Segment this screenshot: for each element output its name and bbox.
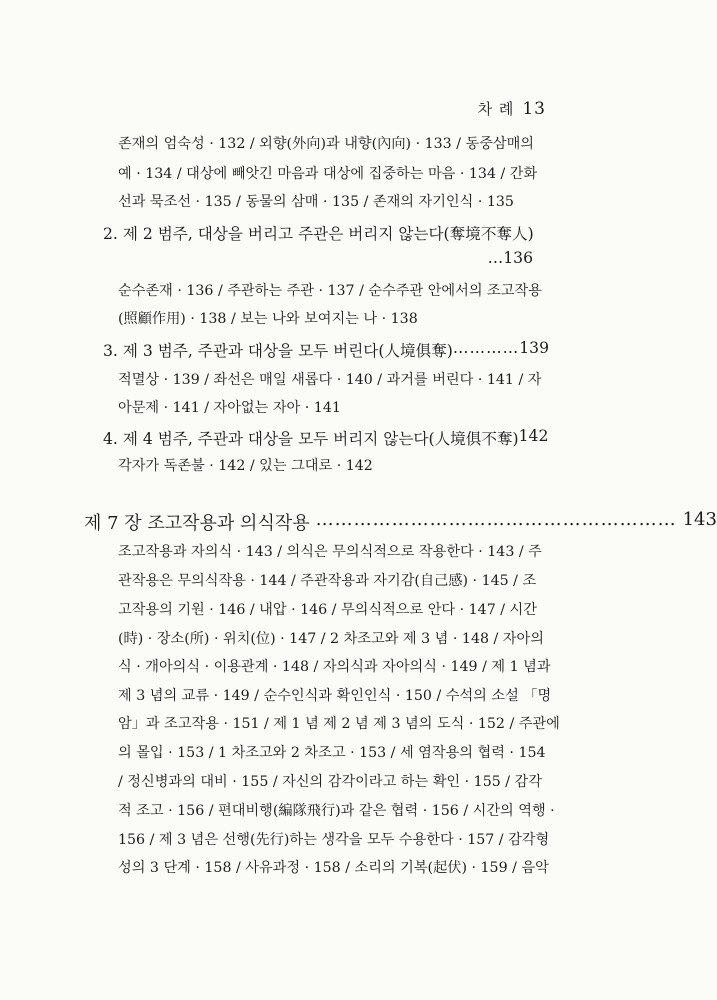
toc-subentry-line: 아문제 · 141 / 자아없는 자아 · 141	[118, 400, 341, 416]
toc-subentry-line: 고작용의 기원 · 146 / 내압 · 146 / 무의식적으로 안다 · 147 / 시간	[118, 602, 537, 618]
page-number: 13	[522, 99, 546, 119]
toc-subentry-line: 암」과 조고작용 · 151 / 제 1 념 제 2 념 제 3 념의 도식 · 152 / 주관에	[118, 716, 560, 732]
toc-subentry-line: 각자가 독존불 · 142 / 있는 그대로 · 142	[118, 458, 373, 474]
toc-page-continuation: …136	[487, 249, 533, 267]
toc-subentry-line: 예 · 134 / 대상에 빼앗긴 마음과 대상에 집중하는 마음 · 134 / 간화	[118, 166, 538, 182]
toc-section-entry	[103, 427, 549, 449]
toc-subentry-line: 선과 묵조선 · 135 / 동물의 삼매 · 135 / 존재의 자기인식 · 135	[118, 194, 514, 210]
toc-subentry-line: 제 3 념의 교류 · 149 / 순수인식과 확인인식 · 150 / 수석의 소설 「명	[118, 688, 552, 704]
toc-subentry-line: / 정신병과의 대비 · 155 / 자신의 감각이라고 하는 확인 · 155 / 감각	[118, 774, 542, 790]
running-head-label: 차 례	[477, 100, 515, 118]
toc-subentry-line: 관작용은 무의식작용 · 144 / 주관작용과 자기감(自己感) · 145 / 조	[118, 573, 537, 589]
toc-page-number: 143	[682, 509, 717, 530]
toc-entry-title: 4. 제 4 범주, 주관과 대상을 모두 버리지 않는다(人境俱不奪)	[103, 430, 519, 448]
running-head	[478, 98, 546, 119]
toc-subentry-line: 식 · 개아의식 · 이용관계 · 148 / 자의식과 자아의식 · 149 / 제 1 념과	[118, 659, 551, 675]
toc-leader-dots: …………………………………………………	[315, 509, 677, 530]
toc-subentry-line: 순수존재 · 136 / 주관하는 주관 · 137 / 순수주관 안에서의 조고작용	[118, 283, 542, 299]
toc-subentry-line: 적멸상 · 139 / 좌선은 매일 새롭다 · 140 / 과거를 버린다 · 141 / 자	[118, 372, 542, 388]
toc-entry-title: 3. 제 3 범주, 주관과 대상을 모두 버린다(人境俱奪)	[103, 342, 453, 360]
toc-leader-dots: …………	[452, 339, 520, 357]
toc-subentry-line: 156 / 제 3 념은 선행(先行)하는 생각을 모두 수용한다 · 157 / 감각형	[118, 832, 550, 848]
toc-subentry-line: 조고작용과 자의식 · 143 / 의식은 무의식적으로 작용한다 · 143 / 주	[118, 544, 542, 560]
toc-subentry-line: 존재의 엄숙성 · 132 / 외향(外向)과 내향(內向) · 133 / 동중삼매의	[118, 136, 535, 152]
toc-section-entry	[103, 339, 550, 361]
toc-subentry-line: 적 조고 · 156 / 편대비행(編隊飛行)과 같은 협력 · 156 / 시간의 역행 ·	[118, 803, 555, 819]
toc-entry-title: 제 7 장 조고작용과 의식작용	[84, 513, 310, 534]
toc-subentry-line: 성의 3 단계 · 158 / 사유과정 · 158 / 소리의 기복(起伏) · 159 / 음악	[118, 860, 549, 876]
toc-subentry-line: (時) · 장소(所) · 위치(位) · 147 / 2 차조고와 제 3 념 · 148 / 자아의	[118, 631, 544, 647]
toc-page-number: 142	[518, 427, 549, 445]
toc-section-entry	[103, 222, 533, 244]
toc-subentry-line: (照顧作用) · 138 / 보는 나와 보여지는 나 · 138	[118, 311, 418, 327]
toc-page-number: 139	[519, 339, 550, 357]
toc-subentry-line: 의 몰입 · 153 / 1 차조고와 2 차조고 · 153 / 세 염작용의 협력 · 154	[118, 745, 546, 761]
toc-entry-title: 2. 제 2 범주, 대상을 버리고 주관은 버리지 않는다(奪境不奪人)	[103, 225, 534, 243]
toc-chapter-entry	[84, 509, 717, 535]
